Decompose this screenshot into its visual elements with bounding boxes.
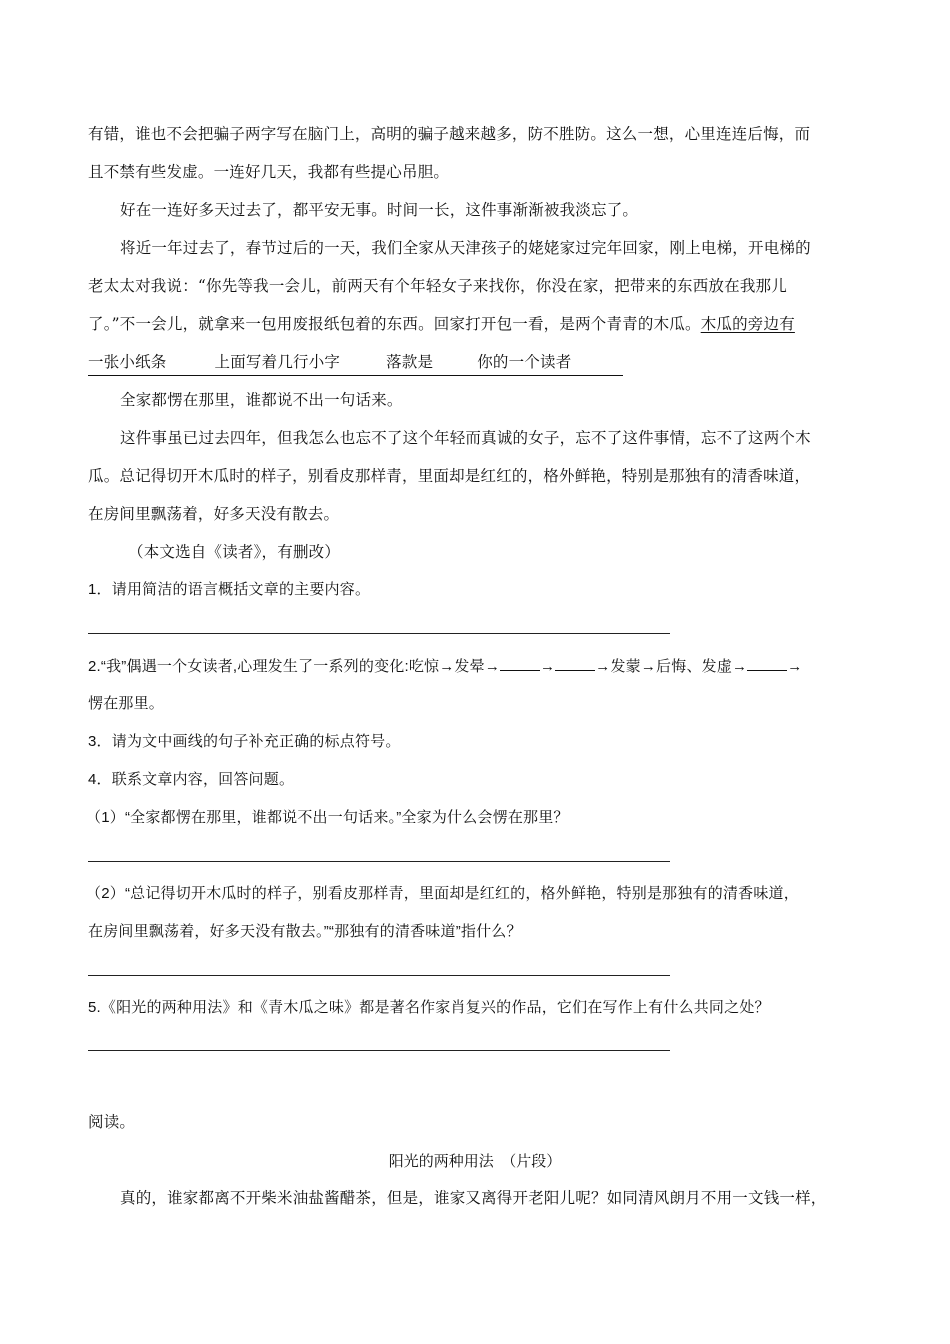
question-5: 5.《阳光的两种用法》和《青木瓜之味》都是著名作家肖复兴的作品，它们在写作上有什么共同之处？: [88, 999, 770, 1016]
passage-p3-line3: [88, 314, 795, 334]
underlined-sentence-start: 木瓜的旁边有: [700, 315, 795, 333]
reading-title: 阳光的两种用法 （片段）: [388, 1152, 562, 1170]
passage-p5-line1: 这件事虽已过去四年，但我怎么也忘不了这个年轻而真诚的女子，忘不了这件事情，忘不了这两个木: [120, 429, 811, 447]
passage-source: （本文选自《读者》，有删改）: [128, 543, 341, 561]
underlined-seg-2: 上面写着几行小字: [214, 353, 341, 371]
reading-label: 阅读。: [88, 1113, 136, 1131]
answer-line-4-1[interactable]: [88, 861, 670, 862]
passage-p2: 好在一连好多天过去了，都平安无事。时间一长，这件事渐渐被我淡忘了。: [120, 201, 639, 219]
answer-line-5[interactable]: [88, 1050, 670, 1051]
question-4: 4．联系文章内容，回答问题。: [88, 771, 295, 788]
question-1: 1．请用简洁的语言概括文章的主要内容。: [88, 581, 371, 598]
question-2: [88, 656, 802, 677]
question-4-2-line2: 在房间里飘荡着，好多天没有散去。”“那独有的清香味道”指什么？: [88, 923, 522, 940]
question-4-1: （1）“全家都愣在那里，谁都说不出一句话来。”全家为什么会愣在那里？: [86, 809, 569, 826]
passage-p3-line1: 将近一年过去了，春节过后的一天，我们全家从天津孩子的姥姥家过完年回家，刚上电梯，开电梯的: [120, 239, 811, 257]
answer-line-4-2[interactable]: [88, 975, 670, 976]
underlined-seg-3: 落款是: [386, 353, 434, 371]
answer-blank-2[interactable]: [555, 656, 595, 671]
question-2-part-a: 2.“我”偶遇一个女读者,心理发生了一系列的变化:吃惊→发晕→: [88, 658, 501, 675]
passage-p1-line2: 且不禁有些发虚。一连好几天，我都有些提心吊胆。: [88, 163, 450, 181]
answer-line-1[interactable]: [88, 633, 670, 634]
passage-p5-line2: 瓜。总记得切开木瓜时的样子，别看皮那样青，里面却是红红的，格外鲜艳，特别是那独有的清香味道，: [88, 467, 811, 485]
question-2-part-b: →: [540, 658, 556, 675]
underlined-seg-1: 一张小纸条: [88, 353, 167, 371]
passage-p5-line3: 在房间里飘荡着，好多天没有散去。: [88, 505, 340, 523]
answer-blank-1[interactable]: [500, 656, 540, 671]
answer-blank-3[interactable]: [747, 656, 787, 671]
passage-p4: 全家都愣在那里，谁都说不出一句话来。: [120, 391, 403, 409]
question-2-part-c: →发蒙→后悔、发虚→: [595, 658, 748, 675]
passage-p3-line2: 老太太对我说：“你先等我一会儿，前两天有个年轻女子来找你，你没在家，把带来的东西放在我那儿: [88, 277, 787, 295]
passage-p1-line1: 有错，谁也不会把骗子两字写在脑门上，高明的骗子越来越多，防不胜防。这么一想，心里连连后悔，而: [88, 125, 811, 143]
underlined-sentence: [88, 352, 623, 376]
question-2-line2: 愣在那里。: [88, 695, 165, 712]
underlined-seg-4: 你的一个读者: [477, 353, 572, 371]
reading-first-line: 真的，谁家都离不开柴米油盐酱醋茶，但是，谁家又离得开老阳儿呢？如同清风朗月不用一文钱一样，: [120, 1189, 827, 1207]
question-4-2-line1: （2）“总记得切开木瓜时的样子，别看皮那样青，里面却是红红的，格外鲜艳，特别是那独有的清香味道，: [86, 885, 799, 902]
question-3: 3．请为文中画线的句子补充正确的标点符号。: [88, 733, 401, 750]
passage-p3-line3-plain: 了。”不一会儿，就拿来一包用废报纸包着的东西。回家打开包一看，是两个青青的木瓜。: [88, 315, 701, 333]
question-2-part-d: →: [787, 658, 803, 675]
